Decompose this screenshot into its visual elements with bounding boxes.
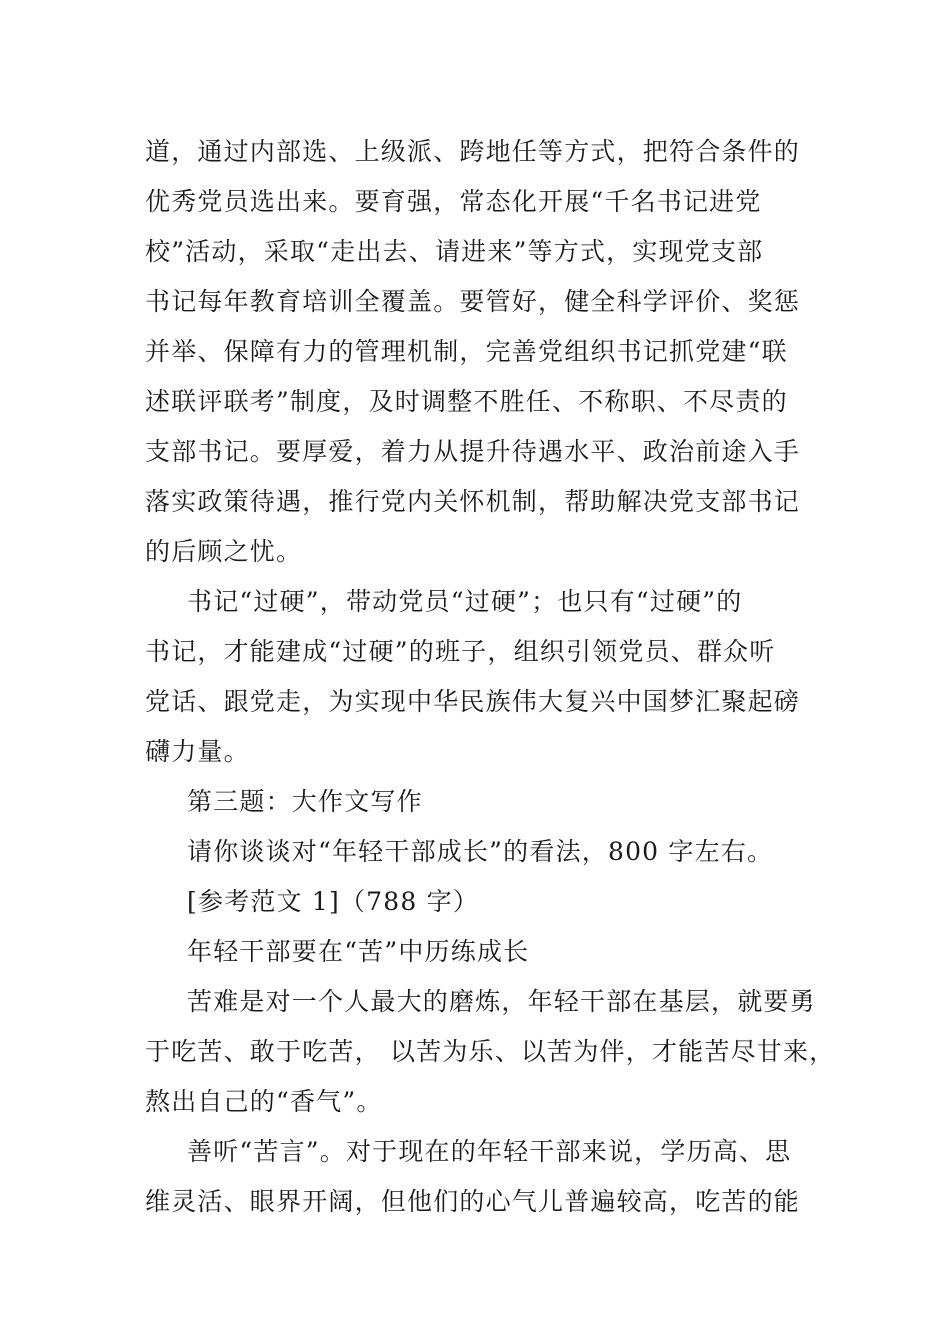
text-line: 维灵活、眼界开阔，但他们的心气儿普遍较高，吃苦的能 [145,1187,801,1216]
text-line: 校”活动，采取“走出去、请进来”等方式，实现党支部 [145,237,764,266]
section-heading: 第三题：大作文写作 [187,787,423,816]
essay-title: 年轻干部要在“苦”中历练成长 [187,937,530,966]
text-line: 支部书记。要厚爱，着力从提升待遇水平、政治前途入手 [145,437,801,466]
reference-label: [参考范文 1]（788 字） [187,887,480,916]
text-line: 党话、跟党走，为实现中华民族伟大复兴中国梦汇聚起磅 [145,687,801,716]
text-line: 的后顾之忧。 [145,537,303,566]
text-line: 并举、保障有力的管理机制，完善党组织书记抓党建“联 [145,337,788,366]
question-prompt: 请你谈谈对“年轻干部成长”的看法，800 字左右。 [187,837,774,866]
text-line: 道，通过内部选、上级派、跨地任等方式，把符合条件的 [145,137,801,166]
paragraph-first-line: 苦难是对一个人最大的磨炼，年轻干部在基层，就要勇 [187,987,816,1016]
paragraph-first-line: 书记“过硬”，带动党员“过硬”；也只有“过硬”的 [187,587,743,616]
text-line: 书记，才能建成“过硬”的班子，组织引领党员、群众听 [145,637,776,666]
paragraph-first-line: 善听“苦言”。对于现在的年轻干部来说，学历高、思 [187,1137,792,1166]
text-line: 礴力量。 [145,737,250,766]
text-line: 书记每年教育培训全覆盖。要管好，健全科学评价、奖惩 [145,287,801,316]
text-line: 优秀党员选出来。要育强，常态化开展“千名书记进党 [145,187,762,216]
text-line: 落实政策待遇，推行党内关怀机制，帮助解决党支部书记 [145,487,801,516]
text-line: 于吃苦、敢于吃苦， 以苦为乐、以苦为伴，才能苦尽甘来， [145,1037,836,1066]
text-line: 熬出自己的“香气”。 [145,1087,383,1116]
text-line: 述联评联考”制度，及时调整不胜任、不称职、不尽责的 [145,387,788,416]
